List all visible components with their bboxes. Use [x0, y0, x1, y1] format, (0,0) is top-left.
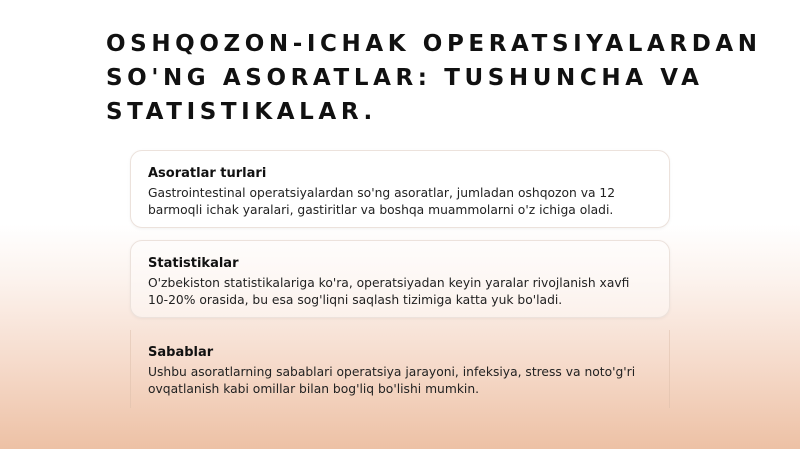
card-text: O'zbekiston statistikalariga ko'ra, operatsiyadan keyin yaralar rivojlanish xavfi 10-20% orasida, bu esa sog'liqni saqlash tizimiga katta yuk bo'ladi. — [148, 276, 630, 307]
card-complication-types — [130, 150, 670, 228]
card-heading: Statistikalar — [148, 256, 239, 271]
card-heading: Sabablar — [148, 345, 214, 360]
card-text: Ushbu asoratlarning sabablari operatsiya jarayoni, infeksiya, stress va noto'g'ri ovqatlanish kabi omillar bilan bog'liq bo'lishi mumkin. — [148, 365, 636, 396]
card-statistics — [130, 240, 670, 318]
slide-title: OSHQOZON-ICHAK OPERATSIYALARDAN SO'NG ASORATLAR: TUSHUNCHA VA STATISTIKALAR. — [106, 31, 762, 125]
card-text: Gastrointestinal operatsiyalardan so'ng asoratlar, jumladan oshqozon va 12 barmoqli ichak yaralari, gastiritlar va boshqa muammolarni o'z ichiga oladi. — [148, 186, 616, 217]
card-causes — [130, 330, 670, 408]
card-heading: Asoratlar turlari — [148, 166, 267, 181]
